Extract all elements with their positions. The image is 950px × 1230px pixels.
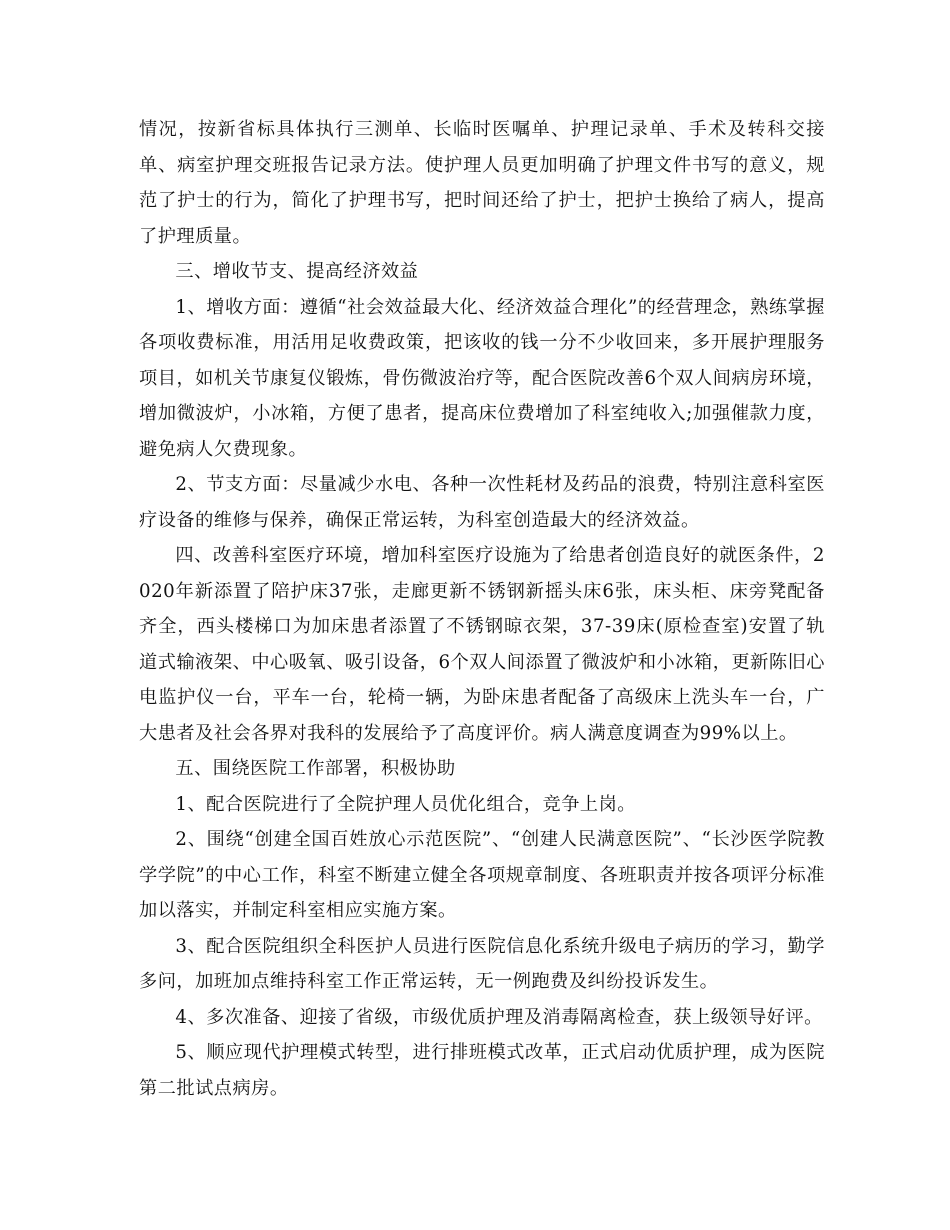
- paragraph-continuation: 情况，按新省标具体执行三测单、长临时医嘱单、护理记录单、手术及转科交接单、病室护理交班报告记录方法。使护理人员更加明确了护理文件书写的意义，规范了护士的行为，简化了护理书写，把时间还给了护士，把护士换给了病人，提高了护理质量。: [139, 119, 825, 247]
- heading-section-three: 三、增收节支、提高经济效益: [175, 261, 419, 282]
- paragraph-section-four: 四、改善科室医疗环境，增加科室医疗设施为了给患者创造良好的就医条件，2020年新添置了陪护床37张，走廊更新不锈钢新摇头床6张，床头柜、床旁凳配备齐全，西头楼梯口为加床患者添置了不锈钢晾衣架，37-39床(原检查室)安置了轨道式输液架、中心吸氧、吸引设备，6个双人间添置了微波炉和小冰箱，更新陈旧心电监护仪一台，平车一台，轮椅一辆，为卧床患者配备了高级床上洗头车一台，广大患者及社会各界对我科的发展给予了高度评价。病人满意度调查为99%以上。: [139, 545, 825, 744]
- paragraph-item-1: 1、配合医院进行了全院护理人员优化组合，竞争上岗。: [175, 793, 636, 815]
- heading-section-five: 五、围绕医院工作部署，积极协助: [175, 758, 456, 779]
- document-body: [139, 112, 825, 1106]
- paragraph-item-3: 3、配合医院组织全科医护人员进行医院信息化系统升级电子病历的学习，勤学多问，加班加点维持科室工作正常运转，无一例跑费及纠纷投诉发生。: [139, 935, 825, 992]
- paragraph-item-2: 2、围绕“创建全国百姓放心示范医院”、“创建人民满意医院”、“长沙医学院教学学院”的中心工作，科室不断建立健全各项规章制度、各班职责并按各项评分标准加以落实，并制定科室相应实施方案。: [139, 829, 825, 921]
- paragraph-item-5: 5、顺应现代护理模式转型，进行排班模式改革，正式启动优质护理，成为医院第二批试点病房。: [139, 1042, 825, 1099]
- paragraph-item-4: 4、多次准备、迎接了省级，市级优质护理及消毒隔离检查，获上级领导好评。: [175, 1006, 823, 1028]
- paragraph-savings: 2、节支方面：尽量减少水电、各种一次性耗材及药品的浪费，特别注意科室医疗设备的维修与保养，确保正常运转，为科室创造最大的经济效益。: [139, 474, 825, 531]
- paragraph-income: 1、增收方面：遵循“社会效益最大化、经济效益合理化”的经营理念，熟练掌握各项收费标准，用活用足收费政策，把该收的钱一分不少收回来，多开展护理服务项目，如机关节康复仪锻炼，骨伤微波治疗等，配合医院改善6个双人间病房环境，增加微波炉，小冰箱，方便了患者，提高床位费增加了科室纯收入;加强催款力度，避免病人欠费现象。: [139, 296, 825, 460]
